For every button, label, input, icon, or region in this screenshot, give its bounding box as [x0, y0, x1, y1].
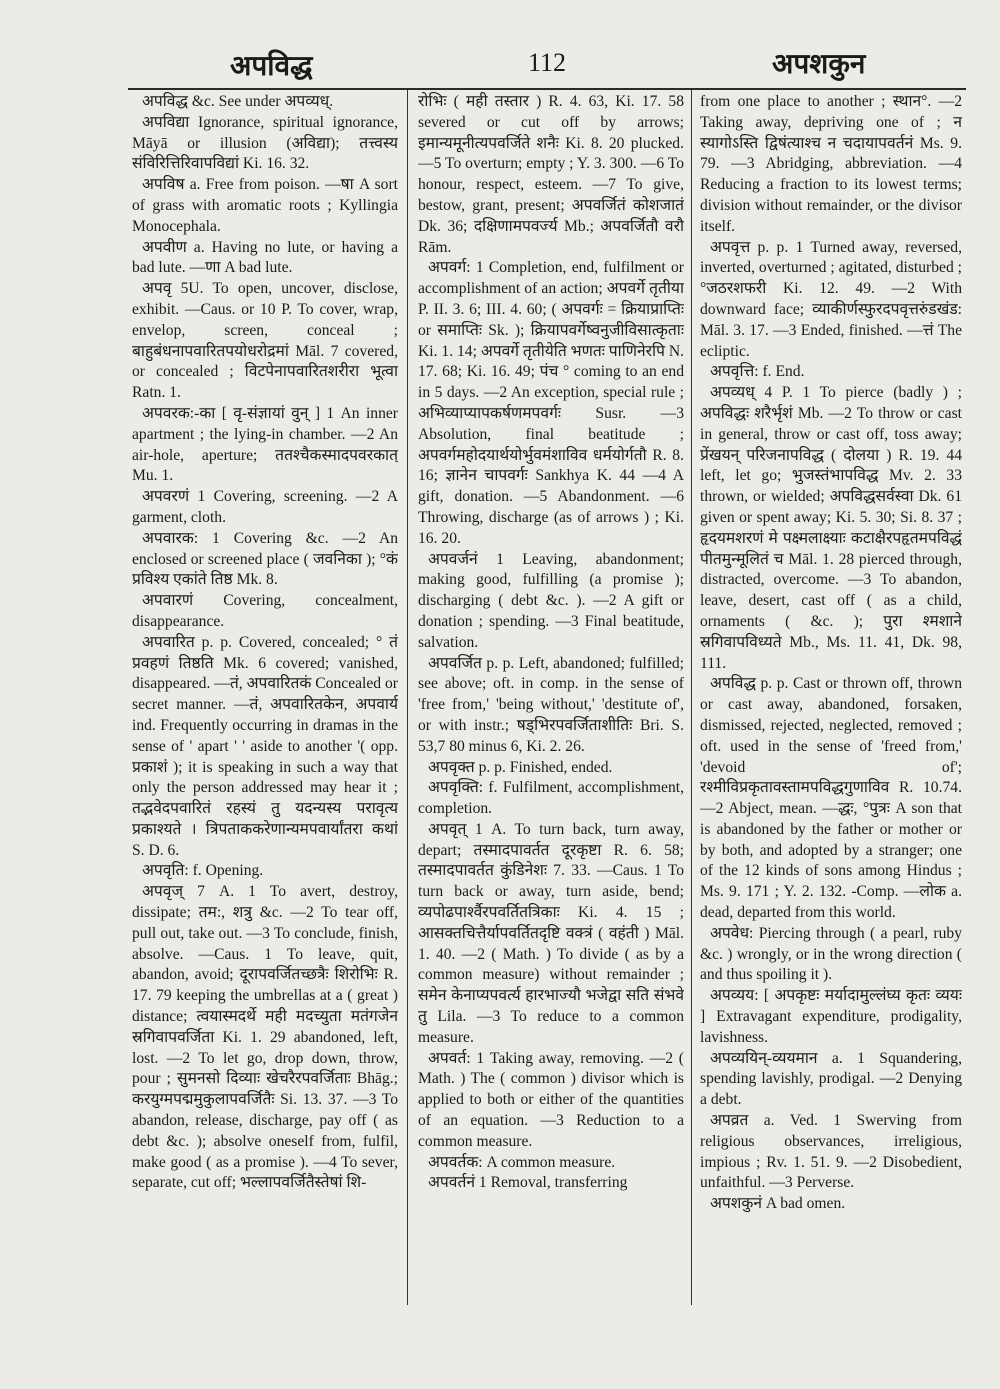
dictionary-entry: अपवृति: f. Opening.: [142, 862, 264, 880]
dictionary-entry: अपविष a. Free from poison. —षा A sort of grass with aromatic roots ; Kyllingia Monocephala.: [132, 176, 398, 235]
dictionary-entry: अपवर्जनं 1 Leaving, abandonment; making good, fulfilling (a promise ); discharging ( debt &c. ). —2 A gift or donation ; spending. —3 Final beatitude, salvation.: [418, 550, 684, 651]
dictionary-entry: अपवरणं 1 Covering, screening. —2 A garment, cloth.: [132, 488, 398, 526]
dictionary-entry: अपवारित p. p. Covered, concealed; ° तं प्रवहणं तिष्ठति Mk. 6 covered; vanished, disappeared. —तं, अपवारितकं Concealed or secret manner. —तं, अपवारितकेन, अपवार्य ind. Frequently occurring in dramas in the sense of ' apart ' ' aside to another '( opp. प्रकाशं ); it is speaking in such a way that only the person addressed may hear it ; तद्भवेदपवारितं रहस्यं तु यदन्यस्य परावृत्य प्रकाश्यते । त्रिपताककरेणान्यमपवार्यांतरा कथां S. D. 6.: [132, 633, 398, 859]
left-running-headword: अपविद्ध: [230, 51, 313, 82]
dictionary-entry: अपवर्तनं 1 Removal, transferring: [428, 1174, 628, 1192]
dictionary-entry: अपवृत्त p. p. 1 Turned away, reversed, inverted, overturned ; agitated, disturbed ; °जठरशफरी Ki. 12. 49. —2 With downward face; व्याकीर्णस्फुरदपवृत्तरुंडखंड: Māl. 3. 17. —3 Ended, finished. —त्तं The ecliptic.: [700, 238, 962, 360]
dictionary-entry: अपवर्जित p. p. Left, abandoned; fulfilled; see above; oft. in comp. in the sense of 'free from,' 'being without,' 'destitute of', or with instr.; षड्भिरपवर्जिताशीतिः Bri. S. 53,7 80 minus 6, Ki. 2. 26.: [418, 654, 684, 755]
dictionary-entry: अपवरक:-का [ वृ-संज्ञायां वुन् ] 1 An inner apartment ; the lying-in chamber. —2 An air-hole, aperture; ततश्चैकस्मादपवरकात् Mu. 1.: [132, 404, 398, 485]
dictionary-entry: अपवृज् 7 A. 1 To avert, destroy, dissipate; तम:, शत्रु &c. —2 To tear off, pull out, take out. —3 To conclude, finish, absolve. —Caus. 1 To leave, quit, abandon, avoid; दूरापवर्जितच्छत्रैः शिरोभिः R. 17. 79 keeping the umbrellas at a ( great ) distance; त्वयास्मदर्थे मही मदच्युता मतंगजेन स्रगिवापवर्जिता Ki. 1. 29 abandoned, left, lost. —2 To let go, drop down, throw, pour ; सुमनसो दिव्याः खेचरैरपवर्जिताः Bhāg.; करयुग्मपद्ममुकुलापवर्जितैः Si. 13. 37. —3 To abandon, release, discharge, pay off ( as debt &c. ); absolve oneself from, fulfil, make good ( as a promise ). —4 To sever, separate, cut off; भल्लापवर्जितैस्तेषां शि-: [132, 883, 398, 1192]
dictionary-entry: अपव्यध् 4 P. 1 To pierce (badly ) ; अपविद्धः शरैर्भृशं Mb. —2 To throw or cast in general, throw or cast off, toss away; प्रेंखयन् परिजनापविद्ध ( दोलया ) R. 19. 44 left, let go; भुजस्तंभापविद्ध Mv. 2. 33 thrown, or wielded; अपविद्धसर्वस्वा Dk. 61 given or spent away; Ki. 5. 30; Si. 8. 37 ; हृदयमशरणं मे पक्ष्मलाक्ष्याः कटाक्षैरपहृतमपविद्धं पीतमुन्मूलितं च Māl. 1. 28 pierced through, distracted, overcome. —3 To abandon, leave, desert, cast off ( as a child, ornaments ( &c. ); पुरा श्मशाने स्रगिवापविध्यते Mb., Ms. 11. 41, Dk. 98, 111.: [700, 384, 962, 672]
dictionary-entry: अपविद्ध p. p. Cast or thrown off, thrown or cast away, abandoned, forsaken, dismissed, rejected, neglected, removed ; oft. used in the sense of 'freed from,' 'devoid of'; रश्मीविप्रकृतावस्तामपविद्धगुणाविव R. 10.74. —2 Abject, mean. —द्धः, °पुत्रः A son that is abandoned by the father or mother or by both, and adopted by a stranger; one of the 12 kinds of sons among Hindus ; Ms. 9. 171 ; Y. 2. 132. -Comp. —लोक a. dead, departed from this world.: [700, 675, 962, 922]
dictionary-entry: अपवर्त: 1 Taking away, removing. —2 ( Math. ) The ( common ) divisor which is applied to both or either of the quantities of an equation. —3 Reduction to a common measure.: [418, 1049, 684, 1150]
dictionary-entry: अपवारणं Covering, concealment, disappearance.: [132, 592, 398, 630]
dictionary-entry: अपवृक्ति: f. Fulfilment, accomplishment, completion.: [418, 779, 684, 818]
dictionary-entry: अपवीण a. Having no lute, or having a bad lute. —णा A bad lute.: [132, 238, 398, 277]
dictionary-entry: अपवृ 5U. To open, uncover, disclose, exhibit. —Caus. or 10 P. To cover, wrap, envelop, screen, conceal ; बाहुबंधनापवारितपयोधरोद्रमां Māl. 7 covered, or concealed ; विटपेनापवारितशरीरा भूत्वा Ratn. 1.: [132, 280, 398, 402]
column-divider: [691, 90, 692, 1305]
column-3: [700, 92, 962, 1302]
dictionary-entry: अपवर्ग: 1 Completion, end, fulfilment or accomplishment of an action; अपवर्गे तृतीया P. II. 3. 6; III. 4. 60; ( अपवर्गः = क्रियाप्राप्तिः or समाप्तिः Sk. ); क्रियापवर्गेष्वनुजीविसात्कृताः Ki. 1. 14; अपवर्गे तृतीयेति भणतः पाणिनेरपि N. 17. 68; Ki. 16. 49; पंच ° coming to an end in 5 days. —2 An exception, special rule ; अभिव्याप्यापकर्षणमपवर्गः Susr. —3 Absolution, final beatitude ; अपवर्गमहोदयार्थयोर्भुवमंशाविव धर्मयोर्गतौ R. 8. 16; ज्ञानेन चापवर्गः Sankhya K. 44 —4 A gift, donation. —5 Abandonment. —6 Throwing, discharge (as of arrows ) ; Ki. 16. 20.: [418, 259, 684, 547]
dictionary-entry: रोभिः ( मही तस्तार ) R. 4. 63, Ki. 17. 58 severed or cut off by arrows; इमान्यमूनीत्यपवर्जिते शनैः Ki. 8. 20 plucked. —5 To overturn; empty ; Y. 3. 300. —6 To honour, respect, esteem. —7 To give, bestow, grant, present; अपवर्जितं कोशजातं Dk. 36; दक्षिणामपवर्ज्य Mb.; अपवर्जितौ वरौ Rām.: [418, 93, 684, 256]
dictionary-entry: अपवेध: Piercing through ( a pearl, ruby &c. ) wrongly, or in the wrong direction ( and thus spoiling it ).: [700, 924, 962, 984]
column-divider: [407, 90, 408, 1305]
dictionary-entry: from one place to another ; स्थान°. —2 Taking away, depriving one of ; न स्यागोऽस्ति द्विषंत्याश्च न चदायापवर्तनं Ms. 9. 79. —3 Abridging, abbreviation. —4 Reducing a fraction to its lowest terms; division without remainder, or the divisor itself.: [700, 93, 962, 235]
dictionary-entry: अपशकुनं A bad omen.: [710, 1195, 846, 1213]
header-rule: [128, 88, 966, 90]
column-1: [132, 92, 398, 1302]
column-2: [418, 92, 684, 1302]
dictionary-entry: अपवारक: 1 Covering &c. —2 An enclosed or screened place ( जवनिका ); °कं प्रविश्य एकांते तिष्ठ Mk. 8.: [132, 529, 398, 589]
page-number: 112: [528, 48, 567, 77]
right-running-headword: अपशकुन: [772, 49, 866, 80]
dictionary-entry: अपव्यय: [ अपकृष्टः मर्यादामुल्लंघ्य कृतः व्ययः ] Extravagant expenditure, prodigality, lavishness.: [700, 987, 962, 1046]
dictionary-entry: अपवृत् 1 A. To turn back, turn away, depart; तस्मादपावर्तत दूरकृष्टा R. 6. 58; तस्मादपावर्तत कुंडिनेशः 7. 33. —Caus. 1 To turn back or away, turn aside, bend; व्यपोढपार्श्वैरपवर्तितत्रिकाः Ki. 4. 15 ; आसक्तचित्तैर्यापवर्तितदृष्टि वक्त्रं ( वहंती ) Māl. 1. 40. —2 ( Math. ) To divide ( as by a common measure) without remainder ; समेन केनाप्यपवर्त्य हारभाज्यौ भजेद्वा सति संभवे तु Lila. —3 To reduce to a common measure.: [418, 820, 684, 1046]
dictionary-entry: अपव्रत a. Ved. 1 Swerving from religious observances, irreligious, impious ; Rv. 1. 51. 9. —2 Disobedient, unfaithful. —3 Perverse.: [700, 1112, 962, 1192]
dictionary-entry: अपवृत्ति: f. End.: [710, 363, 805, 381]
dictionary-entry: अपवर्तक: A common measure.: [428, 1153, 616, 1171]
page-header: [0, 40, 1000, 90]
dictionary-entry: अपविद्या Ignorance, spiritual ignorance, Māyā or illusion (अविद्या); तत्त्वस्य संविरित्तिरिवापविद्यां Ki. 16. 32.: [132, 113, 398, 173]
dictionary-entry: अपवृक्त p. p. Finished, ended.: [428, 758, 613, 776]
dictionary-entry: अपविद्ध &c. See under अपव्यध्.: [142, 93, 334, 110]
dictionary-entry: अपव्ययिन्-व्ययमान a. 1 Squandering, spending lavishly, prodigal. —2 Denying a debt.: [700, 1049, 962, 1109]
